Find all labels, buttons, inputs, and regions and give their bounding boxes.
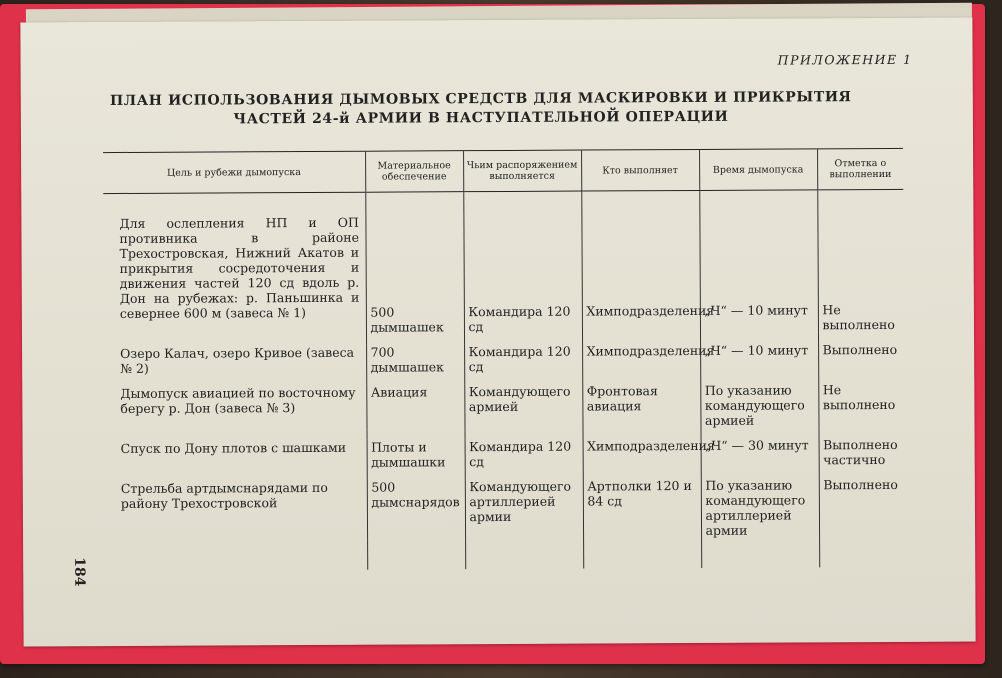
- cell-time: „Ч“ — 10 минут: [699, 212, 818, 333]
- cell-target: Дымопуск авиацией по восточному берегу р. Дон (завеса № 3): [120, 384, 356, 416]
- cell-target: Озеро Калач, озеро Кривое (завеса № 2): [120, 344, 355, 376]
- title-line-2: ЧАСТЕЙ 24-й АРМИИ В НАСТУПАТЕЛЬНОЙ ОПЕРАЦИИ: [233, 108, 729, 128]
- cell-material: 500 дымснарядов: [367, 479, 465, 540]
- table-header-row: [103, 148, 903, 193]
- table-row: [104, 382, 904, 431]
- cell-status: Не выполнено: [818, 382, 904, 427]
- cell-target: Спуск по Дону плотов с шашками: [120, 439, 347, 456]
- cell-time: „Ч“ — 30 минут: [701, 437, 819, 468]
- cell-order: Командующего артиллерией армии: [465, 479, 583, 540]
- table-tail: [105, 537, 905, 571]
- column-header-target: Цель и рубежи дымопуска: [103, 151, 365, 193]
- cell-status: Выполнено: [818, 342, 904, 372]
- cell-executor: Химподразделения: [582, 343, 700, 374]
- cell-material: 500 дымшашек: [365, 214, 464, 335]
- cell-time: По указанию командующего армией: [700, 382, 818, 428]
- cell-target: Для ослепления НП и ОП противника в районе Трехостровская, Нижний Акатов и прикрытия сосредоточения и движения частей 120 сд вдоль р. Дон на рубежах: р. Паньшинка и севернее 600 м (завеса № 1): [119, 214, 360, 321]
- cell-status: Не выполнено: [817, 212, 904, 332]
- table-row: [105, 437, 905, 471]
- cell-target: Стрельба артдымснарядами по району Трехостровской: [120, 479, 328, 511]
- table-row: [105, 477, 905, 541]
- column-header-material: Материальное обеспечение: [365, 151, 463, 193]
- cell-status: Выполнено частично: [819, 437, 905, 467]
- cell-time: По указанию командующего артиллерией армии: [701, 477, 819, 538]
- title-line-1: ПЛАН ИСПОЛЬЗОВАНИЯ ДЫМОВЫХ СРЕДСТВ ДЛЯ МАСКИРОВКИ И ПРИКРЫТИЯ: [109, 89, 852, 110]
- cell-material: Плоты и дымшашки: [367, 439, 465, 470]
- cell-order: Командира 120 сд: [465, 439, 583, 470]
- cell-executor: Фронтовая авиация: [582, 383, 700, 429]
- cell-executor: Химподразделения: [581, 213, 700, 334]
- page-number: 184: [71, 557, 88, 587]
- cell-order: Командира 120 сд: [463, 214, 582, 335]
- book-page: [20, 18, 975, 647]
- column-header-order: Чьим распоряжением выполняется: [463, 150, 581, 192]
- appendix-label: ПРИЛОЖЕНИЕ 1: [777, 51, 913, 68]
- cell-time: „Ч“ — 10 минут: [700, 342, 818, 373]
- page-title: [101, 88, 861, 130]
- table-row: [103, 212, 904, 336]
- column-header-executor: Кто выполняет: [581, 149, 699, 191]
- cell-order: Командующего армией: [464, 384, 582, 430]
- cell-status: Выполнено: [819, 477, 905, 537]
- cell-executor: Химподразделения: [583, 438, 701, 469]
- table-row: [104, 342, 904, 376]
- cell-order: Командира 120 сд: [464, 344, 582, 375]
- cell-executor: Артполки 120 и 84 сд: [583, 478, 701, 539]
- cell-material: 700 дымшашек: [366, 344, 464, 375]
- column-header-status: Отметка о выполнении: [817, 148, 903, 189]
- cell-material: Авиация: [366, 384, 464, 430]
- column-header-time: Время дымопуска: [699, 149, 817, 191]
- smoke-plan-table: [103, 148, 905, 571]
